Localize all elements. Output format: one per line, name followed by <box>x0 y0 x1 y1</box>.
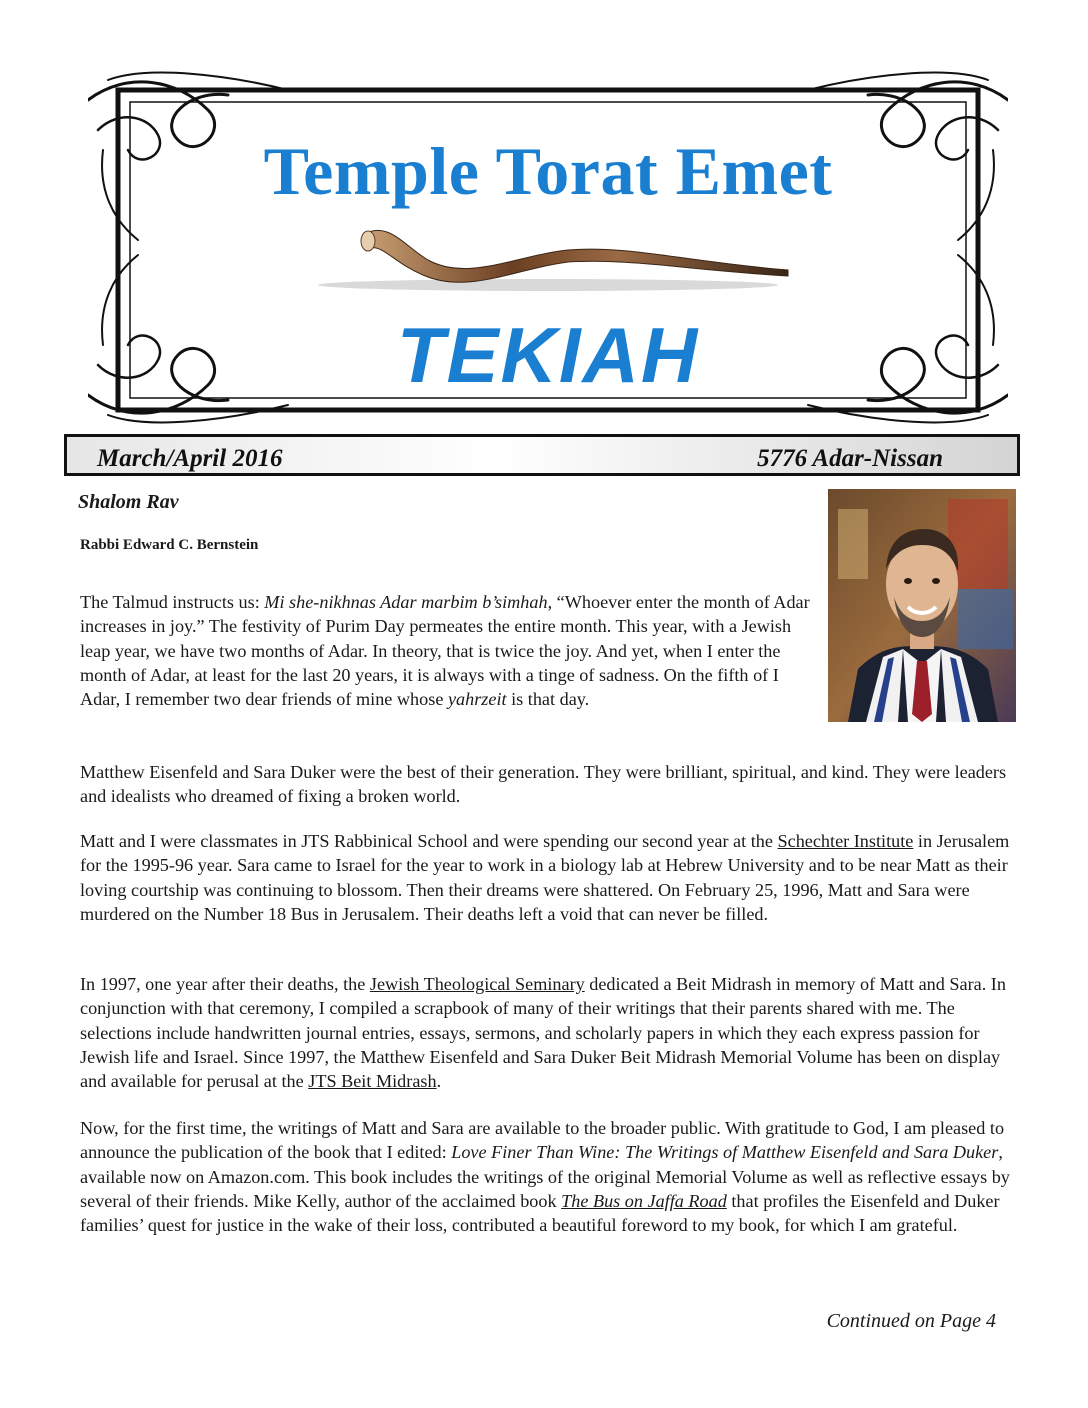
article-paragraph: Matt and I were classmates in JTS Rabbinical School and were spending our second year at the Schechter Institute in Jerusalem for the 1995-96 year. Sara came to Israel for the year to work in a biology lab at Hebrew University and to be near Matt as their loving courtship was continuing to blossom. Then their dreams were shattered. On February 25, 1996, Matt and Sara were murdered on the Number 18 Bus in Jerusalem. Their deaths left a void that can never be filled. <box>80 831 1010 924</box>
newsletter-subtitle: TEKIAH <box>396 311 700 399</box>
article-paragraph: Matthew Eisenfeld and Sara Duker were the best of their generation. They were brilliant, spiritual, and kind. They were leaders and idealists who dreamed of fixing a broken world. <box>80 762 1007 807</box>
shofar-icon <box>318 230 788 291</box>
schechter-link[interactable]: Schechter Institute <box>777 831 914 851</box>
column-title: Shalom Rav <box>78 491 179 513</box>
rabbi-photo <box>828 489 1016 722</box>
issue-date: March/April 2016 <box>97 445 283 472</box>
article-paragraph: The Talmud instructs us: Mi she-nikhnas Adar marbim b’simhah, “Whoever enter the month of Adar increases in joy.” The festivity of Purim Day permeates the entire month. This year, with a Jewish leap year, we have two months of Adar. In theory, that is twice the joy. And yet, when I enter the month of Adar, at least for the last 20 years, it is always with a tinge of sadness. On the fifth of I Adar, I remember two dear friends of mine whose yahrzeit is that day. <box>80 592 810 710</box>
newsletter-title: Temple Torat Emet <box>263 133 833 209</box>
date-bar <box>64 434 1020 476</box>
hebrew-date: 5776 Adar-Nissan <box>757 445 943 472</box>
bus-on-jaffa-road-link[interactable]: The Bus on Jaffa Road <box>561 1190 727 1211</box>
jts-beit-midrash-link[interactable]: JTS Beit Midrash <box>308 1071 437 1092</box>
article-paragraph: In 1997, one year after their deaths, the Jewish Theological Seminary dedicated a Beit Midrash in memory of Matt and Sara. In conjunction with that ceremony, I compiled a scrapbook of many of their writings that their parents shared with me. The selections include handwritten journal entries, essays, sermons, and scholarly papers in which they each express passion for Jewish life and Israel. Since 1997, the Matthew Eisenfeld and Sara Duker Beit Midrash Memorial Volume has been on display and available for perusal at the JTS Beit Midrash. <box>80 974 1006 1092</box>
article-paragraph: Now, for the first time, the writings of Matt and Sara are available to the broader public. With gratitude to God, I am pleased to announce the publication of the book that I edited: Love Finer Than Wine: The Writings of Matthew Eisenfeld and Sara Duker, available now on Amazon.com. This book includes the writings of the original Memorial Volume as well as reflective essays by several of their friends. Mike Kelly, author of the acclaimed book The Bus on Jaffa Road that profiles the Eisenfeld and Duker families’ quest for justice in the wake of their loss, contributed a beautiful foreword to my book, for which I am grateful. <box>80 1118 1010 1236</box>
masthead <box>88 70 1008 425</box>
author-byline: Rabbi Edward C. Bernstein <box>80 537 259 553</box>
continued-note: Continued on Page 4 <box>826 1310 996 1332</box>
jts-link[interactable]: Jewish Theological Seminary <box>369 974 585 994</box>
